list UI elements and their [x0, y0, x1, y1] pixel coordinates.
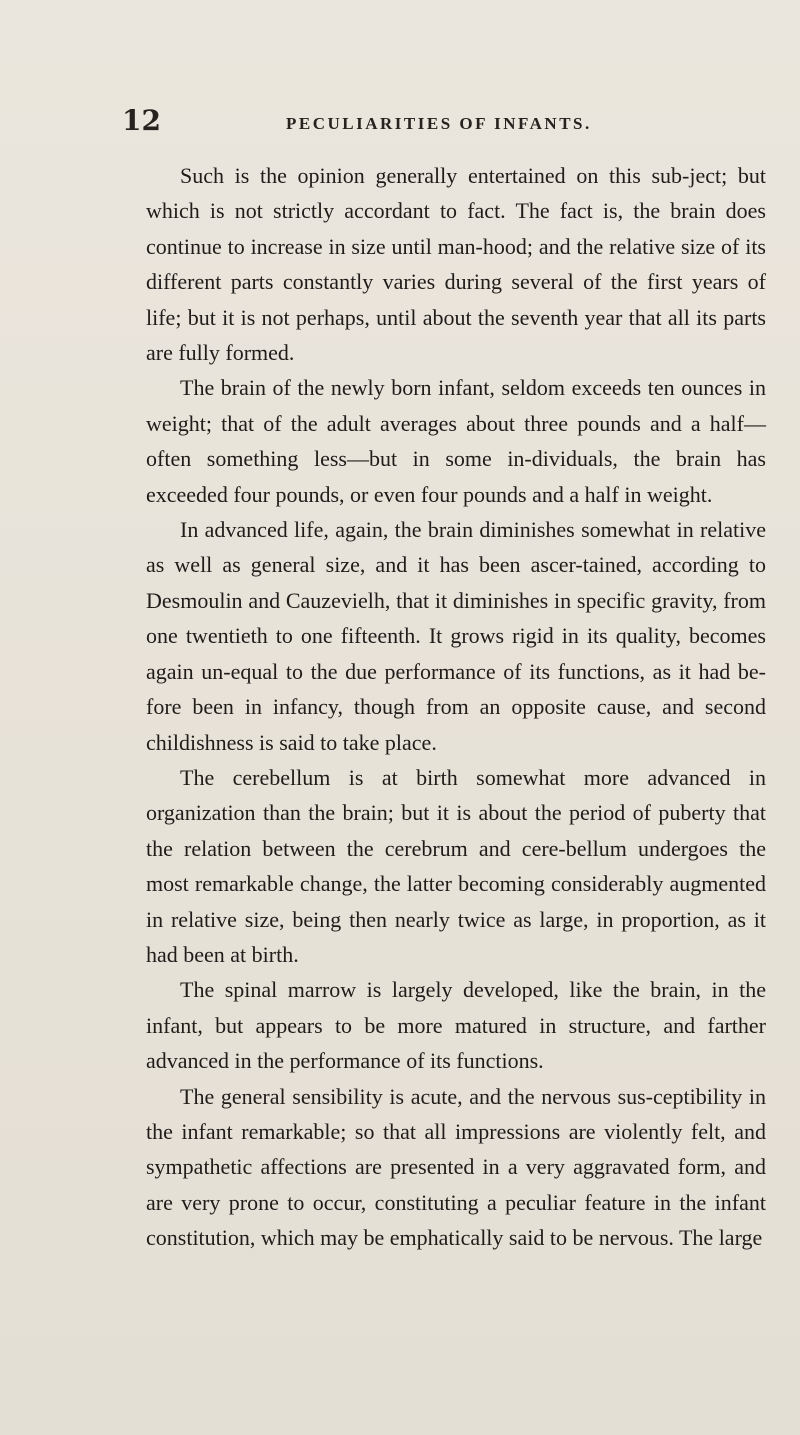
- running-head: PECULIARITIES OF INFANTS.: [286, 114, 592, 133]
- page-number: 12: [122, 104, 161, 137]
- body-text: [146, 158, 766, 1256]
- page-header: [100, 104, 760, 144]
- paragraph-advanced-life: In advanced life, again, the brain diminishes somewhat in relative as well as general size, and it has been ascer-tained, according to Desmoulin and Cauzevielh, that it diminishes in specific gravity, from one twentieth to one fifteenth. It grows rigid in its quality, becomes again un-equal to the due performance of its functions, as it had be-fore been in infancy, though from an opposite cause, and second childishness is said to take place.: [146, 517, 766, 755]
- paragraph-opinion: Such is the opinion generally entertained on this sub-ject; but which is not strictly accordant to fact. The fact is, the brain does continue to increase in size until man-hood; and the relative size of its different parts constantly varies during several of the first years of life; but it is not perhaps, until about the seventh year that all its parts are fully formed.: [146, 163, 766, 366]
- paragraph-brain-weight: The brain of the newly born infant, seldom exceeds ten ounces in weight; that of the adult averages about three pounds and a half—often something less—but in some in-dividuals, the brain has exceeded four pounds, or even four pounds and a half in weight.: [146, 375, 766, 507]
- paragraph-spinal-marrow: The spinal marrow is largely developed, like the brain, in the infant, but appears to be more matured in structure, and farther advanced in the performance of its functions.: [146, 977, 766, 1074]
- paragraph-cerebellum: The cerebellum is at birth somewhat more advanced in organization than the brain; but it is about the period of puberty that the relation between the cerebrum and cere-bellum undergoes the most remarkable change, the latter becoming considerably augmented in relative size, being then nearly twice as large, in proportion, as it had been at birth.: [146, 764, 766, 967]
- paragraph-sensibility: The general sensibility is acute, and the nervous sus-ceptibility in the infant remarkable; so that all impressions are violently felt, and sympathetic affections are presented in a very aggravated form, and are very prone to occur, constituting a peculiar feature in the infant constitution, which may be emphatically said to be nervous. The large: [146, 1083, 766, 1251]
